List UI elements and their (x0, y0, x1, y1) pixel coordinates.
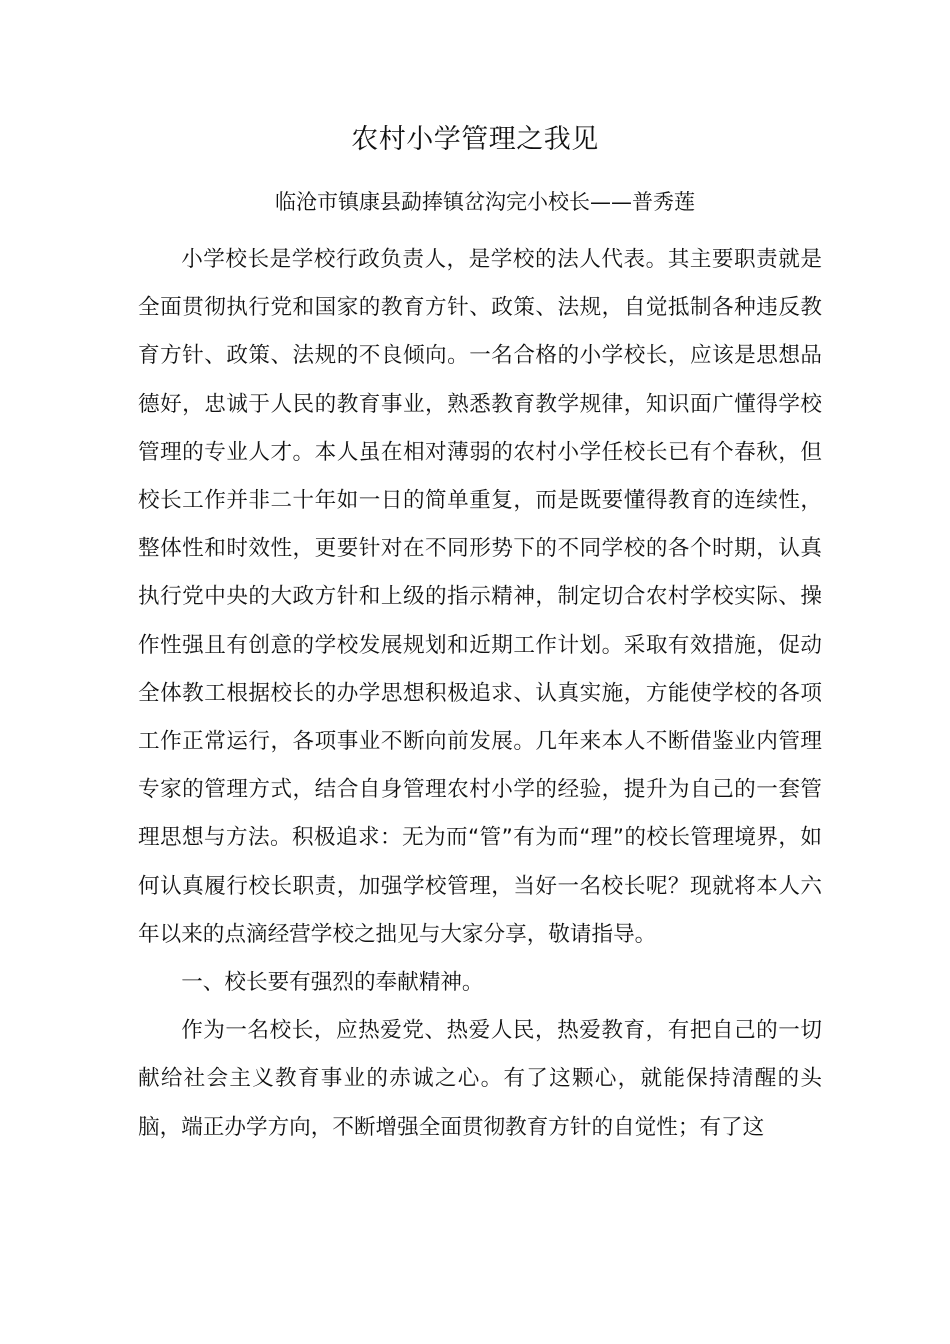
body-paragraph: 小学校长是学校行政负责人，是学校的法人代表。其主要职责就是全面贯彻执行党和国家的教育方针、政策、法规，自觉抵制各种违反教育方针、政策、法规的不良倾向。一名合格的小学校长，应该是思想品德好，忠诚于人民的教育事业，熟悉教育教学规律，知识面广懂得学校管理的专业人才。本人虽在相对薄弱的农村小学任校长已有个春秋，但校长工作并非二十年如一日的简单重复，而是既要懂得教育的连续性，整体性和时效性，更要针对在不同形势下的不同学校的各个时期，认真执行党中央的大政方针和上级的指示精神，制定切合农村学校实际、操作性强且有创意的学校发展规划和近期工作计划。采取有效措施，促动全体教工根据校长的办学思想积极追求、认真实施，方能使学校的各项工作正常运行，各项事业不断向前发展。几年来本人不断借鉴业内管理专家的管理方式，结合自身管理农村小学的经验，提升为自己的一套管理思想与方法。积极追求：无为而“管”有为而“理”的校长管理境界，如何认真履行校长职责，加强学校管理，当好一名校长呢？现就将本人六年以来的点滴经营学校之拙见与大家分享，敬请指导。 (138, 247, 822, 947)
document-body (138, 236, 822, 1152)
author-line: 临沧市镇康县勐捧镇岔沟完小校长——普秀莲 (275, 190, 695, 214)
section-heading: 一、校长要有强烈的奉献精神。 (181, 970, 484, 996)
document-title: 农村小学管理之我见 (351, 124, 599, 155)
section-paragraph: 作为一名校长，应热爱党、热爱人民，热爱教育，有把自己的一切献给社会主义教育事业的赤诚之心。有了这颗心，就能保持清醒的头脑，端正办学方向，不断增强全面贯彻教育方针的自觉性；有了这 (138, 1018, 822, 1140)
